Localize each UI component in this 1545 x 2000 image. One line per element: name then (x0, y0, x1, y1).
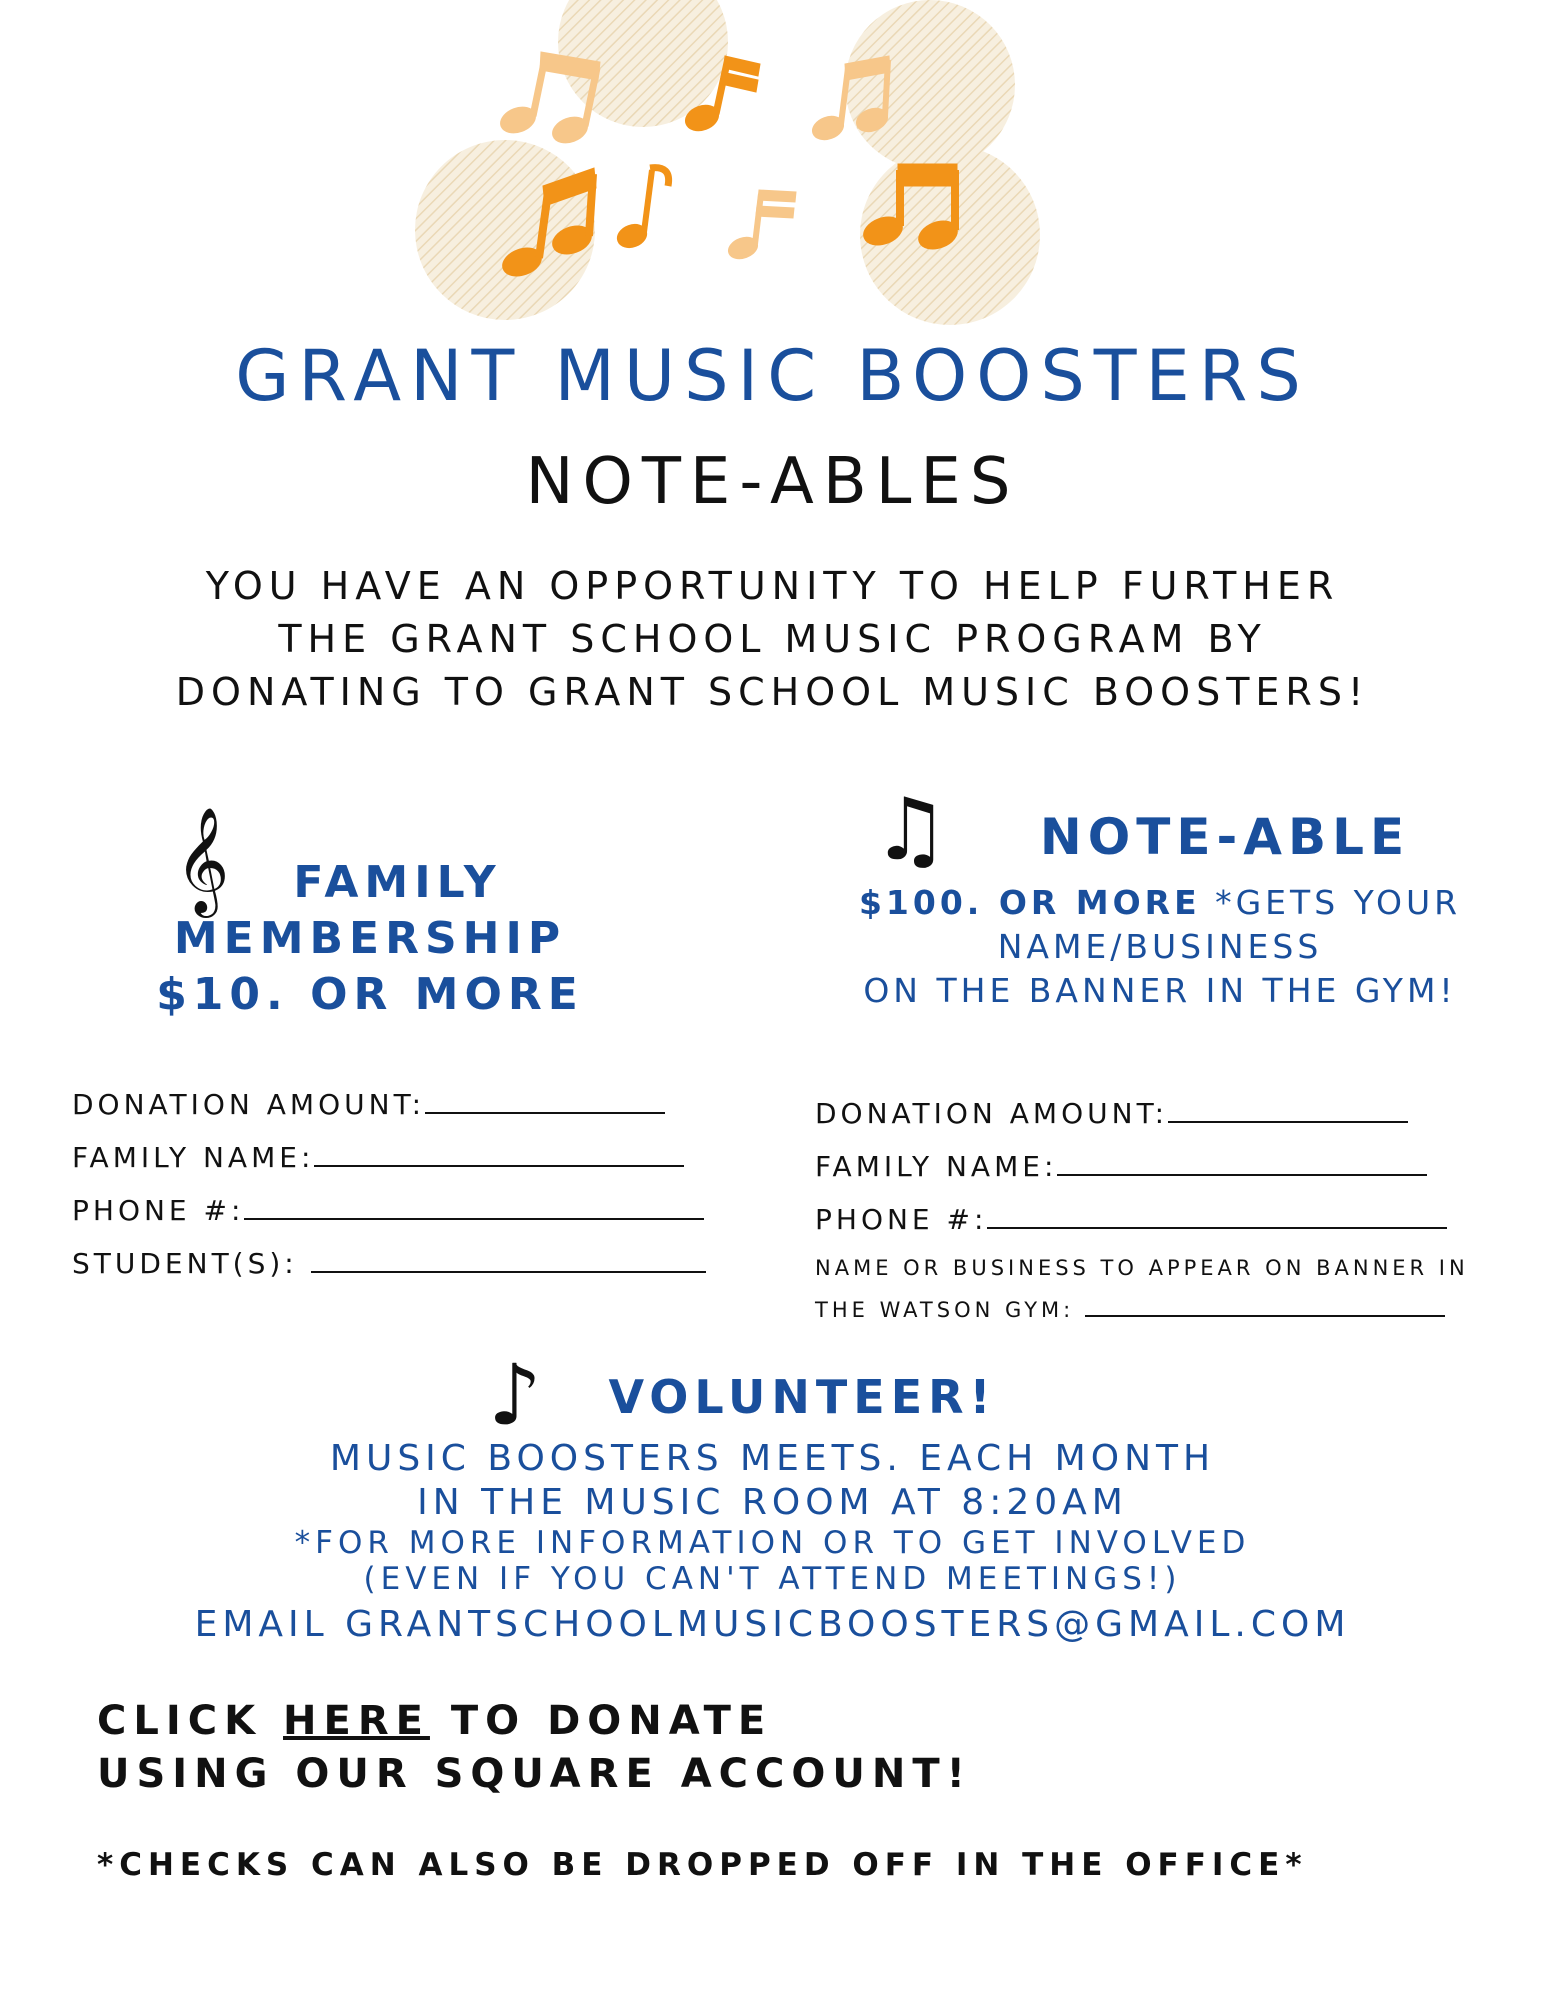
intro-line: THE GRANT SCHOOL MUSIC PROGRAM BY (278, 617, 1267, 661)
noteable-desc-1: *GETS YOUR (1200, 883, 1462, 922)
family-students-row (72, 1247, 706, 1300)
volunteer-text (0, 1437, 1545, 1647)
checks-note: *CHECKS CAN ALSO BE DROPPED OFF IN THE OFFICE* (97, 1847, 1308, 1883)
noteable-form (815, 1097, 1469, 1322)
volunteer-line-2: IN THE MUSIC ROOM AT 8:20AM (417, 1482, 1128, 1523)
treble-clef-icon: 𝄞 (175, 806, 230, 913)
eighth-note-icon: ♪ (488, 1346, 542, 1444)
noteable-donation-row (815, 1097, 1469, 1150)
family-membership-heading (140, 855, 600, 1023)
volunteer-line-3: *FOR MORE INFORMATION OR TO GET INVOLVED (294, 1525, 1251, 1561)
noteable-desc-2: NAME/BUSINESS (997, 927, 1323, 966)
volunteer-email[interactable]: EMAIL GRANTSCHOOLMUSICBOOSTERS@GMAIL.COM (194, 1604, 1351, 1645)
banner-label-1: NAME OR BUSINESS TO APPEAR ON BANNER IN (815, 1256, 1469, 1280)
family-name-label: FAMILY NAME: (815, 1150, 1058, 1183)
eighth-note-icon (614, 168, 668, 252)
intro-line: YOU HAVE AN OPPORTUNITY TO HELP FURTHER (205, 564, 1340, 608)
volunteer-line-1: MUSIC BOOSTERS MEETS. EACH MONTH (329, 1438, 1216, 1479)
students-label: STUDENT(S): (72, 1247, 298, 1280)
beamed-notes-icon: ♫ (872, 780, 950, 880)
family-name-field[interactable] (314, 1143, 684, 1167)
donate-cta (97, 1695, 972, 1801)
donation-amount-label: DONATION AMOUNT: (815, 1097, 1169, 1130)
phone-field[interactable] (987, 1205, 1447, 1229)
banner-row (815, 1298, 1469, 1322)
noteable-name-row (815, 1150, 1469, 1203)
family-name-label: FAMILY NAME: (72, 1141, 315, 1174)
family-name-field[interactable] (1057, 1152, 1427, 1176)
noteable-price: $100. OR MORE (858, 883, 1201, 922)
phone-label: PHONE #: (72, 1194, 245, 1227)
family-phone-row (72, 1194, 706, 1247)
volunteer-line-4: (EVEN IF YOU CAN'T ATTEND MEETINGS!) (363, 1561, 1182, 1597)
cta-line-2: USING OUR SQUARE ACCOUNT! (97, 1751, 972, 1797)
donation-amount-label: DONATION AMOUNT: (72, 1088, 426, 1121)
banner-label-2: THE WATSON GYM: (815, 1298, 1075, 1322)
family-line-1: FAMILY (293, 857, 502, 908)
noteable-heading (820, 808, 1500, 1013)
family-line-2: MEMBERSHIP (173, 913, 567, 964)
page-title: GRANT MUSIC BOOSTERS (235, 335, 1310, 417)
sixteenth-note-icon (725, 190, 796, 263)
donation-amount-field[interactable] (1168, 1099, 1408, 1123)
banner-name-field[interactable] (1085, 1301, 1445, 1317)
phone-label: PHONE #: (815, 1203, 988, 1236)
donate-here-link[interactable]: HERE (283, 1698, 430, 1744)
intro-text (60, 560, 1485, 719)
backdrop-circle (845, 0, 1015, 170)
music-notes-illustration (0, 0, 1545, 330)
donation-amount-field[interactable] (425, 1090, 665, 1114)
volunteer-heading: VOLUNTEER! (608, 1370, 997, 1424)
cta-prefix: CLICK (97, 1698, 284, 1744)
students-field[interactable] (311, 1249, 706, 1273)
noteable-desc-3: ON THE BANNER IN THE GYM! (863, 971, 1457, 1010)
noteable-phone-row (815, 1203, 1469, 1256)
phone-field[interactable] (244, 1196, 704, 1220)
family-donation-row (72, 1088, 706, 1141)
noteable-title: NOTE-ABLE (1039, 808, 1411, 866)
family-form (72, 1088, 706, 1300)
cta-suffix: TO DONATE (429, 1698, 773, 1744)
page-subtitle: NOTE-ABLES (525, 445, 1020, 519)
family-line-3: $10. OR MORE (156, 969, 584, 1020)
intro-line: DONATING TO GRANT SCHOOL MUSIC BOOSTERS! (175, 670, 1370, 714)
family-name-row (72, 1141, 706, 1194)
